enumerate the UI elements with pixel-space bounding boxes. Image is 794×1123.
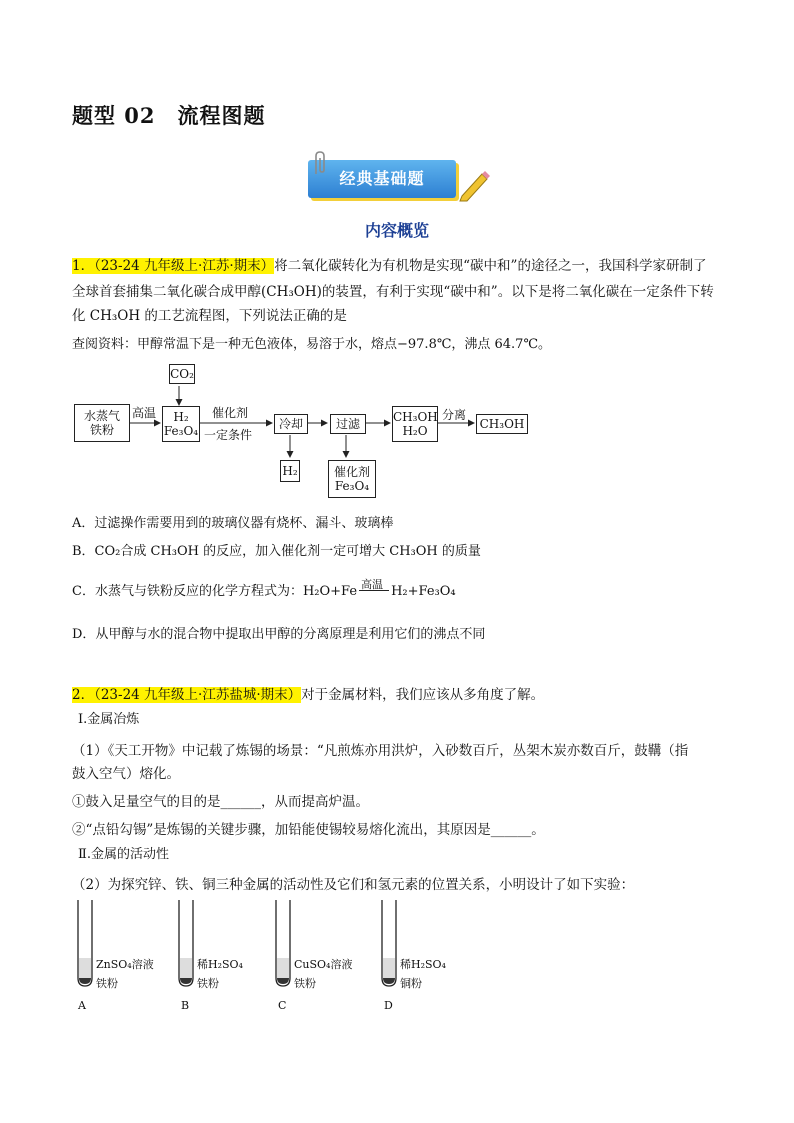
tube-c-letter: C <box>278 999 287 1012</box>
q1-option-b: B．CO₂合成 CH₃OH 的反应，加入催化剂一定可增大 CH₃OH 的质量 <box>72 544 481 559</box>
page-title: 题型 02 流程图题 <box>72 103 266 128</box>
q2-stem <box>72 682 544 708</box>
tube-b-liquid: 稀H₂SO₄ <box>197 958 243 971</box>
flow-box-product: CH₃OH <box>476 414 528 434</box>
flow-box-h2-fe3o4: H₂ Fe₃O₄ <box>162 406 200 442</box>
q2-part2-heading: Ⅱ.金属的活动性 <box>78 847 169 862</box>
flow-box-catalyst-out: 催化剂 Fe₃O₄ <box>328 460 376 498</box>
flow-box-start: 水蒸气 铁粉 <box>74 404 130 442</box>
q2-sub1-line1: （1）《天工开物》中记载了炼锡的场景：“凡煎炼亦用洪炉，入砂数百斤，丛架木炭亦数百斤，鼓鞲（指 <box>72 743 689 759</box>
q1-stem-line1 <box>72 253 732 279</box>
flow-box-cooling: 冷却 <box>274 414 308 434</box>
flow-box-co2: CO₂ <box>169 364 195 384</box>
tube-c-solid: 铁粉 <box>294 977 316 990</box>
section-badge <box>308 150 458 198</box>
tube-c-liquid: CuSO₄溶液 <box>294 958 353 971</box>
q2-sub2: （2）为探究锌、铁、铜三种金属的活动性及它们和氢元素的位置关系，小明设计了如下实验： <box>72 877 635 893</box>
q1-option-c <box>72 580 456 599</box>
flow-label-condition: 一定条件 <box>204 428 253 442</box>
flow-box-mixture: CH₃OH H₂O <box>392 406 438 442</box>
flow-label-catalyst: 催化剂 <box>212 406 249 420</box>
tube-a-liquid: ZnSO₄溶液 <box>96 958 154 971</box>
q2-part1-heading: Ⅰ.金属冶炼 <box>78 712 140 727</box>
flow-label-separate: 分离 <box>442 408 467 422</box>
q1-stem-line2: 全球首套捕集二氧化碳合成甲醇(CH₃OH)的装置，有利于实现“碳中和”。以下是将二氧化碳在一定条件下转 <box>72 284 714 300</box>
tube-d-solid: 铜粉 <box>400 977 422 990</box>
tube-d-liquid: 稀H₂SO₄ <box>400 958 446 971</box>
tube-b-solid: 铁粉 <box>197 977 219 990</box>
q2-stem-text: 对于金属材料，我们应该从多角度了解。 <box>301 687 545 703</box>
section-heading: 内容概览 <box>364 221 429 240</box>
q1-option-a: A．过滤操作需要用到的玻璃仪器有烧杯、漏斗、玻璃棒 <box>72 516 394 531</box>
reaction-condition: 高温 <box>361 578 384 591</box>
q1-option-d: D．从甲醇与水的混合物中提取出甲醇的分离原理是利用它们的沸点不同 <box>72 627 486 642</box>
reaction-arrow <box>359 578 389 591</box>
q1-stem-text: 将二氧化碳转化为有机物是实现“碳中和”的途径之一，我国科学家研制了 <box>274 258 707 274</box>
test-tube-figure <box>68 898 488 1018</box>
q1-option-c-rhs: H₂+Fe₃O₄ <box>391 584 456 599</box>
q2-source-tag: 2．（23-24 九年级上·江苏盐城·期末） <box>72 687 302 703</box>
pencil-icon <box>458 168 490 202</box>
q1-source-tag: 1．（23-24 九年级上·江苏·期末） <box>72 258 275 274</box>
tube-b-letter: B <box>181 999 190 1012</box>
q1-option-c-lhs: C．水蒸气与铁粉反应的化学方程式为：H₂O+Fe <box>72 584 358 599</box>
flow-label-high-temp: 高温 <box>132 406 157 420</box>
badge-label: 经典基础题 <box>339 169 425 188</box>
q1-stem-line3: 化 CH₃OH 的工艺流程图，下列说法正确的是 <box>72 308 347 324</box>
process-flow-diagram <box>72 360 532 502</box>
q2-question-a: ①鼓入足量空气的目的是______，从而提高炉温。 <box>72 794 369 810</box>
flow-box-filter: 过滤 <box>330 414 366 434</box>
q2-question-b: ②“点铅勾锡”是炼锡的关键步骤，加铅能使锡较易熔化流出，其原因是______。 <box>72 822 545 838</box>
flow-box-h2-out: H₂ <box>280 460 300 482</box>
tube-a-letter: A <box>78 999 86 1012</box>
q1-reference-note: 查阅资料：甲醇常温下是一种无色液体，易溶于水，熔点−97.8℃，沸点 64.7℃。 <box>72 337 552 352</box>
tube-a-solid: 铁粉 <box>96 977 118 990</box>
q2-sub1-line2: 鼓入空气）熔化。 <box>72 766 180 782</box>
tube-d-letter: D <box>384 999 393 1012</box>
